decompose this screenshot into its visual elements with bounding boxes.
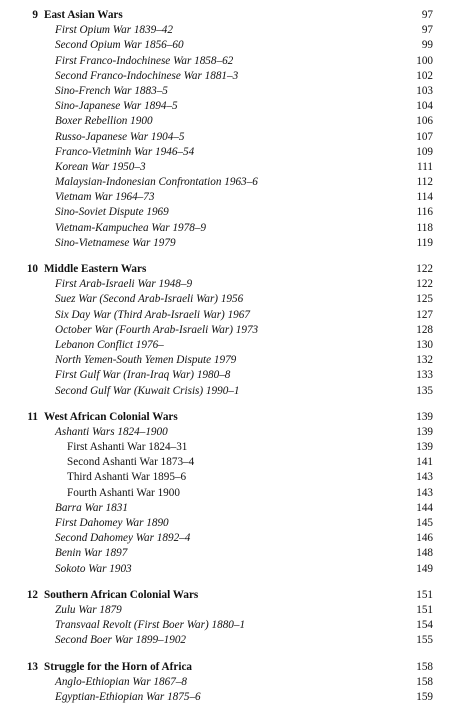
chapter-section [0,8,455,251]
toc-entry [0,205,455,220]
entry-page-number: 102 [416,69,433,82]
toc-entry [0,175,455,190]
toc-entry [0,23,455,38]
entry-page-number: 112 [416,176,433,189]
entry-title: Russo-Japanese War 1904–5 [55,130,185,143]
chapter-number: 9 [32,9,38,21]
toc-entry [0,99,455,114]
entry-title: Franco-Vietminh War 1946–54 [55,145,195,158]
sub-entry-title: Fourth Ashanti War 1900 [67,486,180,499]
toc-entry [0,516,455,531]
toc-entry [0,145,455,160]
chapter-number: 12 [26,588,38,601]
toc-entry [0,277,455,292]
entry-page-number: 155 [416,634,433,647]
entry-page-number: 159 [416,690,433,703]
toc-entry [0,603,455,618]
entry-title: First Dahomey War 1890 [55,517,169,529]
entry-page-number: 144 [416,501,433,514]
entry-page-number: 118 [416,221,433,234]
entry-page-number: 146 [416,532,433,545]
toc-entry [0,236,455,251]
toc-entry [0,690,455,705]
chapter-page-number: 151 [416,588,433,601]
entry-page-number: 116 [416,206,433,219]
toc-entry [0,440,455,455]
toc-entry [0,562,455,577]
entry-page-number: 148 [416,547,433,560]
toc-entry [0,190,455,205]
entry-page-number: 109 [416,145,433,158]
entry-page-number: 97 [421,24,433,37]
toc-entry [0,221,455,236]
chapter-page-number: 97 [421,9,433,21]
toc-entry [0,633,455,648]
entry-title: First Franco-Indochinese War 1858–62 [55,54,234,67]
chapter-title: West African Colonial Wars [44,410,178,423]
entry-page-number: 132 [416,354,433,367]
chapter-section [0,588,455,649]
entry-title: Second Gulf War (Kuwait Crisis) 1990–1 [55,384,240,397]
entry-title: Lebanon Conflict 1976– [55,338,164,351]
entry-page-number: 99 [421,39,433,52]
toc-entry [0,486,455,501]
toc-entry [0,160,455,175]
entry-title: Second Boer War 1899–1902 [55,634,187,647]
entry-title: Transvaal Revolt (First Boer War) 1880–1 [55,619,246,632]
chapter-page-number: 139 [416,410,433,423]
chapter-title: Southern African Colonial Wars [44,588,199,601]
entry-page-number: 149 [416,562,433,575]
toc-entry [0,338,455,353]
toc-entry [0,384,455,399]
entry-page-number: 143 [416,471,433,484]
entry-page-number: 106 [416,115,433,128]
entry-page-number: 128 [416,323,433,336]
chapter-heading [0,588,455,603]
entry-title: Egyptian-Ethiopian War 1875–6 [55,690,201,703]
toc-entry [0,114,455,129]
chapter-section [0,410,455,577]
toc-entry [0,84,455,99]
entry-title: Zulu War 1879 [55,603,122,616]
toc-entry [0,618,455,633]
entry-page-number: 135 [416,384,433,397]
entry-page-number: 125 [416,293,433,306]
entry-page-number: 139 [416,441,433,454]
entry-title: Boxer Rebellion 1900 [55,115,153,128]
entry-title: Sino-Soviet Dispute 1969 [55,206,169,219]
entry-page-number: 158 [416,675,433,688]
entry-title: Second Franco-Indochinese War 1881–3 [55,69,239,82]
chapter-title: East Asian Wars [44,9,123,21]
entry-title: Sokoto War 1903 [55,562,132,575]
chapter-number: 13 [26,660,38,673]
entry-title: Anglo-Ethiopian War 1867–8 [55,675,187,688]
entry-page-number: 104 [416,100,433,113]
entry-title: First Opium War 1839–42 [55,24,173,37]
chapter-heading [0,660,455,675]
table-of-contents [0,8,455,716]
entry-page-number: 122 [416,278,433,291]
chapter-heading [0,262,455,277]
entry-page-number: 154 [416,619,433,632]
sub-entry-title: Second Ashanti War 1873–4 [67,456,195,469]
entry-title: Benin War 1897 [55,547,128,560]
entry-page-number: 133 [416,369,433,382]
entry-page-number: 107 [416,130,433,143]
entry-page-number: 151 [416,603,433,616]
entry-page-number: 103 [416,84,433,97]
entry-page-number: 100 [416,54,433,67]
chapter-title: Struggle for the Horn of Africa [44,660,192,673]
entry-title: First Gulf War (Iran-Iraq War) 1980–8 [55,369,231,382]
entry-page-number: 119 [416,236,433,249]
entry-title: Second Dahomey War 1892–4 [55,532,191,545]
chapter-title: Middle Eastern Wars [44,263,147,275]
entry-page-number: 127 [416,308,433,321]
chapter-heading [0,8,455,23]
entry-title: Barra War 1831 [55,501,128,514]
entry-title: Malaysian-Indonesian Confrontation 1963–6 [55,176,258,189]
chapter-number: 10 [26,263,38,275]
toc-entry [0,54,455,69]
chapter-section [0,660,455,706]
chapter-page-number: 158 [416,660,433,673]
chapter-number: 11 [27,410,38,423]
entry-title: October War (Fourth Arab-Israeli War) 1973 [55,323,259,336]
entry-title: Sino-Vietnamese War 1979 [55,236,176,249]
toc-entry [0,455,455,470]
entry-page-number: 130 [416,338,433,351]
toc-entry [0,323,455,338]
toc-entry [0,531,455,546]
sub-entry-title: Third Ashanti War 1895–6 [67,471,187,484]
entry-title: Vietnam War 1964–73 [55,191,155,204]
entry-title: Ashanti Wars 1824–1900 [55,425,168,438]
toc-entry [0,292,455,307]
chapter-section [0,262,455,399]
entry-title: First Arab-Israeli War 1948–9 [55,278,193,291]
sub-entry-title: First Ashanti War 1824–31 [67,441,188,454]
toc-entry [0,69,455,84]
entry-title: Six Day War (Third Arab-Israeli War) 1967 [55,308,250,321]
chapter-page-number: 122 [416,263,433,275]
toc-entry [0,425,455,440]
entry-page-number: 141 [416,456,433,469]
entry-title: Sino-French War 1883–5 [55,84,168,97]
entry-title: Suez War (Second Arab-Israeli War) 1956 [55,293,244,306]
entry-title: Second Opium War 1856–60 [55,39,184,52]
toc-entry [0,368,455,383]
toc-entry [0,675,455,690]
chapter-heading [0,410,455,425]
toc-entry [0,546,455,561]
toc-entry [0,130,455,145]
toc-entry [0,308,455,323]
entry-page-number: 143 [416,486,433,499]
entry-title: Korean War 1950–3 [55,160,146,173]
toc-entry [0,38,455,53]
entry-page-number: 139 [416,425,433,438]
entry-page-number: 145 [416,517,433,529]
toc-entry [0,501,455,516]
entry-title: Sino-Japanese War 1894–5 [55,100,178,113]
entry-page-number: 114 [416,191,433,204]
toc-entry [0,353,455,368]
entry-page-number: 111 [417,160,433,173]
toc-entry [0,470,455,485]
entry-title: Vietnam-Kampuchea War 1978–9 [55,221,207,234]
entry-title: North Yemen-South Yemen Dispute 1979 [55,354,237,367]
